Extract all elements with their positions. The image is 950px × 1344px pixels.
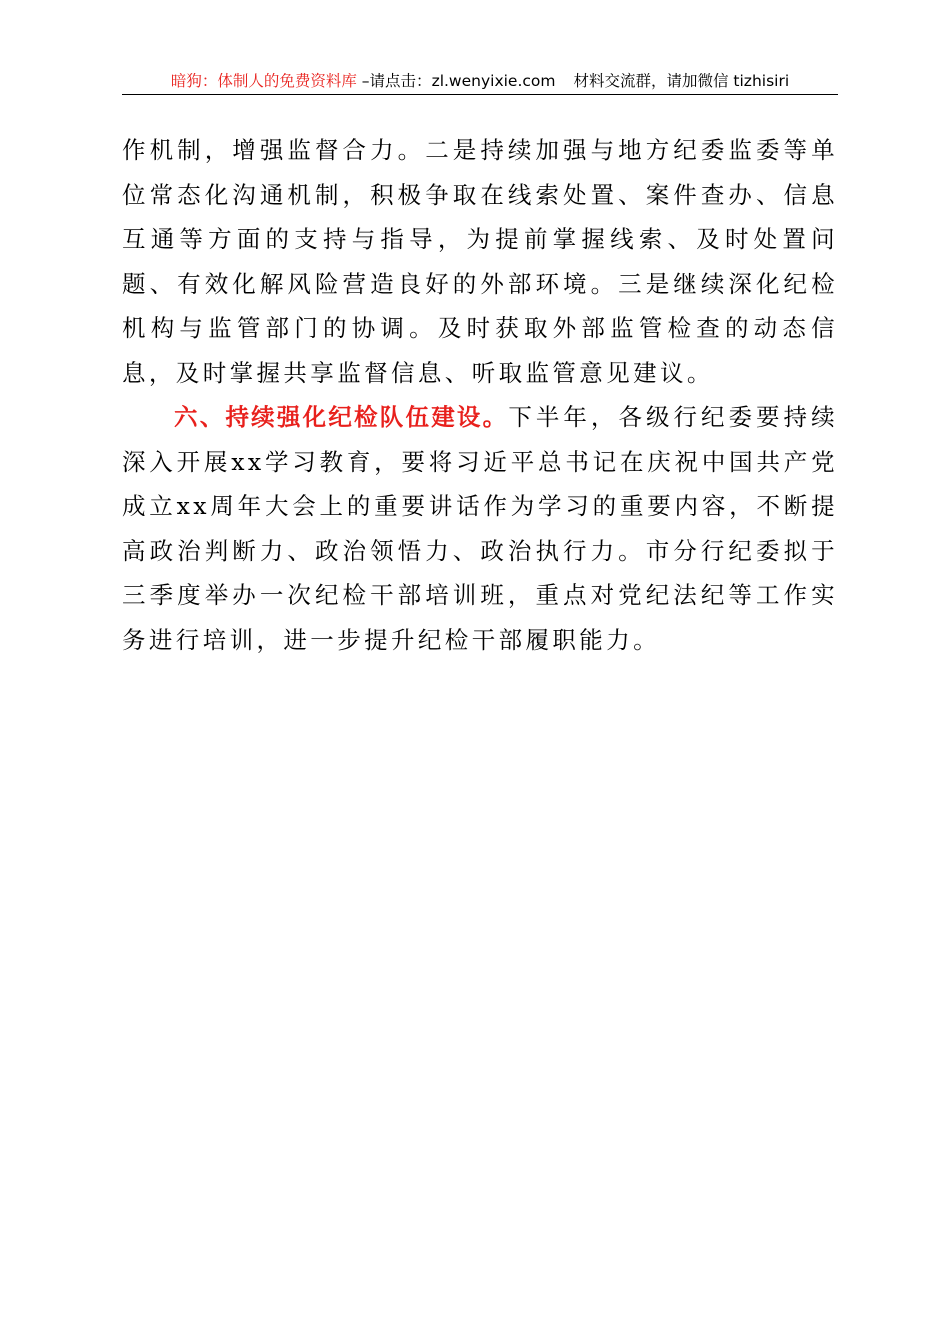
header-site-label: 暗狗：体制人的免费资料库 xyxy=(170,72,357,90)
page-header xyxy=(122,68,838,95)
header-group-note: 材料交流群，请加微信 tizhisiri xyxy=(573,72,790,90)
section-six-text: 下半年，各级行纪委要持续深入开展xx学习教育，要将习近平总书记在庆祝中国共产党成立xx周年大会上的重要讲话作为学习的重要内容，不断提高政治判断力、政治领悟力、政治执行力。市分行纪委拟于三季度举办一次纪检干部培训班，重点对党纪法纪等工作实务进行培训，进一步提升纪检干部履职能力。 xyxy=(122,403,838,654)
header-click-label: –请点击： xyxy=(356,72,432,90)
header-url-link[interactable]: zl.wenyixie.com xyxy=(431,72,556,90)
document-body xyxy=(122,128,838,662)
section-six-heading: 六、持续强化纪检队伍建设。 xyxy=(174,403,509,431)
paragraph-section-six xyxy=(122,395,838,662)
paragraph-continuation: 作机制，增强监督合力。二是持续加强与地方纪委监委等单位常态化沟通机制，积极争取在线索处置、案件查办、信息互通等方面的支持与指导，为提前掌握线索、及时处置问题、有效化解风险营造良好的外部环境。三是继续深化纪检机构与监管部门的协调。及时获取外部监管检查的动态信息，及时掌握共享监督信息、听取监管意见建议。 xyxy=(122,136,838,387)
